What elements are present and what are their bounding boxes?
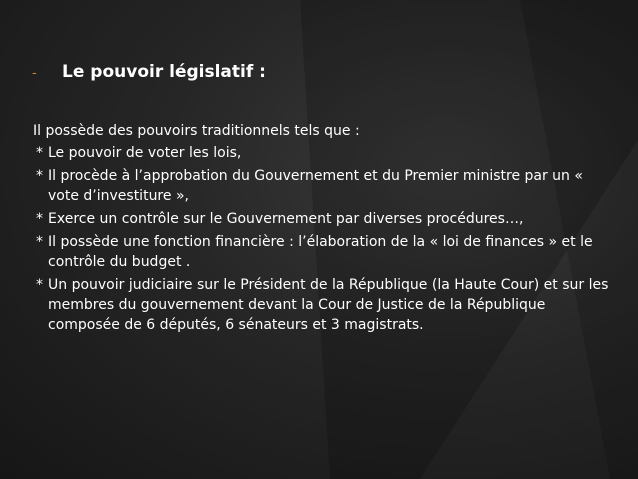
intro-text: Il possède des pouvoirs traditionnels tels que : bbox=[33, 123, 360, 139]
list-item bbox=[36, 232, 616, 272]
asterisk-bullet: * bbox=[36, 168, 43, 184]
asterisk-bullet: * bbox=[36, 145, 43, 161]
list-item bbox=[36, 166, 616, 206]
list-item-text: Le pouvoir de voter les lois, bbox=[48, 145, 242, 161]
title-bullet: - bbox=[32, 66, 37, 81]
asterisk-bullet: * bbox=[36, 277, 43, 293]
list-item-text: Il possède une fonction financière : l’élaboration de la « loi de finances » et le contrôle du budget . bbox=[48, 234, 593, 270]
list-item bbox=[36, 143, 616, 163]
list-item-text: Il procède à l’approbation du Gouvernement et du Premier ministre par un « vote d’investiture », bbox=[48, 168, 583, 204]
bullet-list bbox=[36, 143, 616, 338]
list-item-text: Exerce un contrôle sur le Gouvernement par diverses procédures…, bbox=[48, 211, 524, 227]
title-row bbox=[32, 62, 266, 82]
asterisk-bullet: * bbox=[36, 211, 43, 227]
asterisk-bullet: * bbox=[36, 234, 43, 250]
list-item bbox=[36, 275, 616, 335]
list-item bbox=[36, 209, 616, 229]
slide-title: Le pouvoir législatif : bbox=[62, 62, 266, 82]
list-item-text: Un pouvoir judiciaire sur le Président de la République (la Haute Cour) et sur les membres du gouvernement devant la Cour de Justice de la République composée de 6 députés, 6 sénateurs et 3 magistrats. bbox=[48, 277, 609, 333]
